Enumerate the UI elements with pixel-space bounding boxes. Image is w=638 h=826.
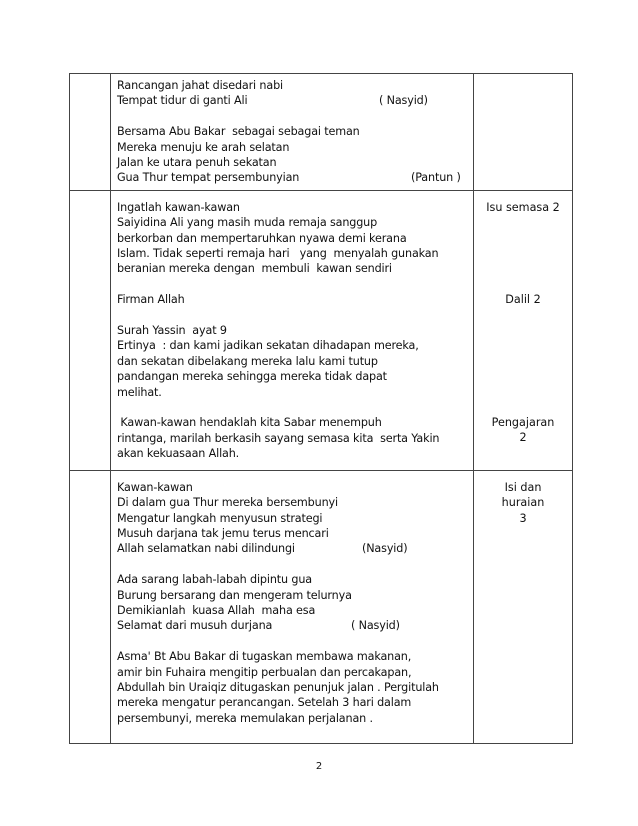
blank-cell xyxy=(70,470,111,743)
text-line: Firman Allah xyxy=(117,293,185,307)
text-line: Rancangan jahat disedari nabi xyxy=(117,79,283,92)
text-line: dan sekatan dibelakang mereka lalu kami tutup xyxy=(117,354,378,368)
text-line: Mengatur langkah menyusun strategi xyxy=(117,511,323,525)
genre-tag: ( Nasyid) xyxy=(351,619,400,633)
text-line: Di dalam gua Thur mereka bersembunyi xyxy=(117,496,338,510)
text-line: Ingatlah kawan-kawan xyxy=(117,200,240,214)
text-line: Surah Yassin ayat 9 xyxy=(117,324,227,338)
text-line: beranian mereka dengan membuli kawan sendiri xyxy=(117,262,392,276)
reference-label: Dalil 2 xyxy=(505,293,541,307)
text-line: Asma' Bt Abu Bakar di tugaskan membawa makanan, xyxy=(117,650,412,664)
text-line: Ertinya : dan kami jadikan sekatan dihadapan mereka, xyxy=(117,339,419,353)
text-line: Abdullah bin Uraiqiz ditugaskan penunjuk jalan . Pergitulah xyxy=(117,681,439,695)
genre-tag: (Nasyid) xyxy=(362,542,408,556)
text-line: Tempat tidur di ganti Ali ( Nasyid) xyxy=(117,94,428,108)
reference-cell xyxy=(474,470,573,743)
text-line: Mereka menuju ke arah selatan xyxy=(117,140,290,154)
reference-label: Isi dan xyxy=(504,480,542,494)
table-row xyxy=(70,190,573,470)
content-cell xyxy=(111,190,474,470)
reference-label: Isu semasa 2 xyxy=(486,200,560,214)
text-line: Kawan-kawan xyxy=(117,480,193,494)
text-line: Selamat dari musuh durjana ( Nasyid) xyxy=(117,619,400,633)
text-line: mereka mengatur perancangan. Setelah 3 hari dalam xyxy=(117,696,412,710)
text-line: akan kekuasaan Allah. xyxy=(117,447,240,461)
genre-tag: (Pantun ) xyxy=(411,171,461,185)
reference-label: 3 xyxy=(519,511,527,525)
text-line: Musuh darjana tak jemu terus mencari xyxy=(117,527,329,541)
reference-label: huraian xyxy=(501,496,545,510)
text-line: Gua Thur tempat persembunyian (Pantun ) xyxy=(117,171,461,185)
lesson-table xyxy=(69,73,573,744)
blank-cell xyxy=(70,74,111,191)
text-line: Bersama Abu Bakar sebagai sebagai teman xyxy=(117,125,360,139)
text-line: Burung bersarang dan mengeram telurnya xyxy=(117,588,352,602)
text-line: rintanga, marilah berkasih sayang semasa kita serta Yakin xyxy=(117,431,440,445)
text-line: Jalan ke utara penuh sekatan xyxy=(117,156,277,170)
reference-cell xyxy=(474,74,573,191)
page-number: 2 xyxy=(315,761,323,772)
text-line: persembunyi, mereka memulakan perjalanan . xyxy=(117,711,373,725)
text-line: Kawan-kawan hendaklah kita Sabar menempuh xyxy=(117,416,382,430)
text-line: berkorban dan mempertaruhkan nyawa demi kerana xyxy=(117,231,407,245)
text-line: amir bin Fuhaira mengitip perbualan dan percakapan, xyxy=(117,665,412,679)
text-line: Ada sarang labah-labah dipintu gua xyxy=(117,573,312,587)
genre-tag: ( Nasyid) xyxy=(379,94,428,108)
text-line: melihat. xyxy=(117,385,162,399)
blank-cell xyxy=(70,190,111,470)
content-cell xyxy=(111,470,474,743)
reference-cell xyxy=(474,190,573,470)
text-line: Demikianlah kuasa Allah maha esa xyxy=(117,604,316,618)
reference-label: Pengajaran xyxy=(491,415,555,429)
text-line: Allah selamatkan nabi dilindungi (Nasyid) xyxy=(117,542,408,556)
table-row xyxy=(70,470,573,743)
table-row xyxy=(70,74,573,191)
reference-label: 2 xyxy=(519,431,527,445)
text-line: Saiyidina Ali yang masih muda remaja sanggup xyxy=(117,216,378,230)
content-cell xyxy=(111,74,474,191)
text-line: Islam. Tidak seperti remaja hari yang menyalah gunakan xyxy=(117,247,439,261)
text-line: pandangan mereka sehingga mereka tidak dapat xyxy=(117,370,387,384)
